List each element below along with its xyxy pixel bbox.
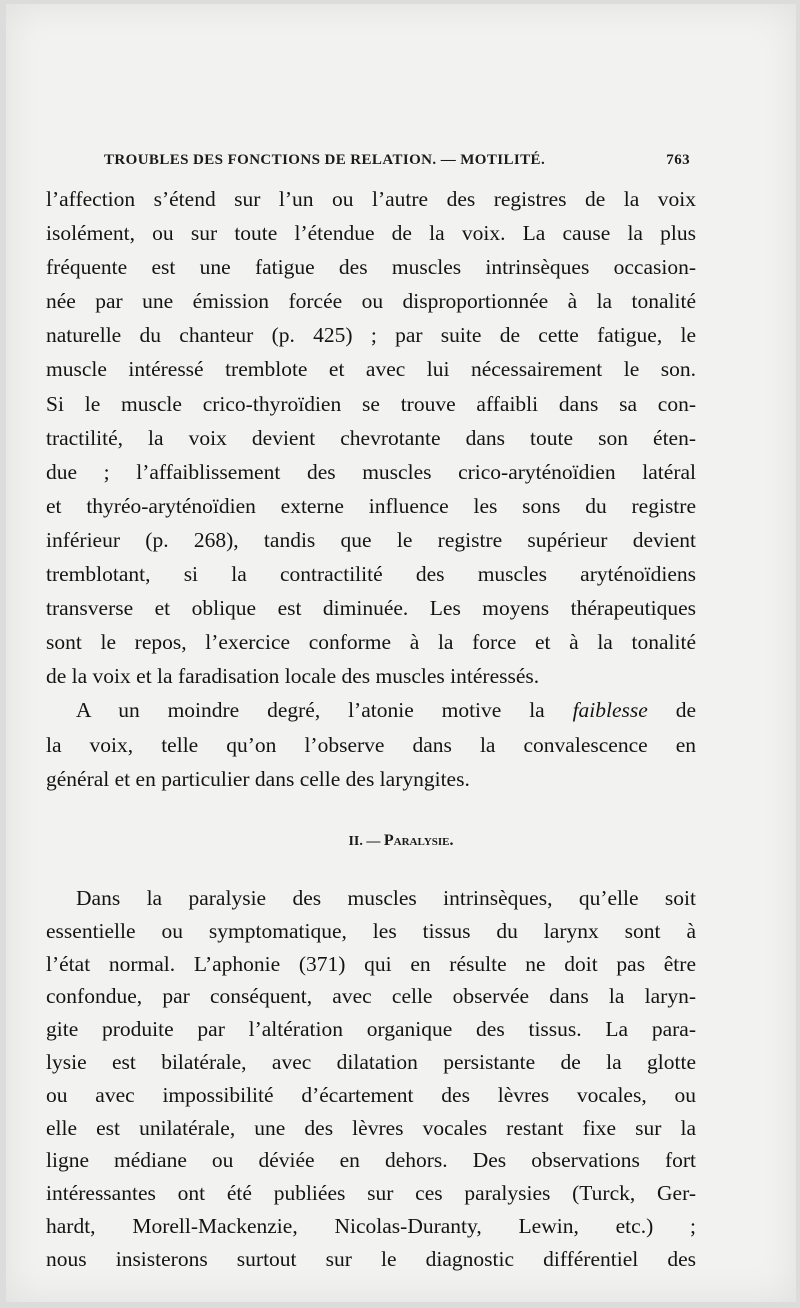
text-line: hardt, Morell-Mackenzie, Nicolas-Duranty, Lewin, etc.) ; — [46, 1213, 696, 1238]
text-line: sont le repos, l’exercice conforme à la force et à la tonalité — [46, 630, 696, 655]
text-line: muscle intéressé tremblote et avec lui nécessairement le son. — [46, 357, 696, 382]
faiblesse-line-start: A un moindre degré, l’atonie motive la — [76, 698, 573, 723]
section-heading — [6, 832, 796, 850]
text-line: Dans la paralysie des muscles intrinsèques, qu’elle soit — [76, 886, 696, 910]
text-line: naturelle du chanteur (p. 425) ; par suite de cette fatigue, le — [46, 323, 696, 348]
page-number: 763 — [666, 152, 690, 168]
text-line: et thyréo-aryténoïdien externe influence les sons du registre — [46, 493, 696, 518]
text-line: nous insisterons surtout sur le diagnostic différentiel des — [46, 1246, 696, 1271]
text-line: essentielle ou symptomatique, les tissus du larynx sont à — [46, 918, 696, 943]
faiblesse-line-end: de — [647, 698, 696, 723]
section-name: Paralysie. — [383, 832, 454, 849]
text-line: transverse et oblique est diminuée. Les moyens thérapeutiques — [46, 596, 696, 621]
text-line: isolément, ou sur toute l’étendue de la voix. La cause la plus — [46, 221, 696, 246]
faiblesse-line — [46, 693, 696, 727]
section-numeral: II. — — [348, 834, 381, 849]
text-line: confondue, par conséquent, avec celle observée dans la laryn- — [46, 984, 696, 1009]
text-line: Si le muscle crico-thyroïdien se trouve affaibli dans sa con- — [46, 391, 696, 416]
text-line: ligne médiane ou déviée en dehors. Des observations fort — [46, 1148, 696, 1173]
text-line: tremblotant, si la contractilité des muscles aryténoïdiens — [46, 562, 696, 587]
text-line: née par une émission forcée ou disproportionnée à la tonalité — [46, 289, 696, 314]
text-line: de la voix et la faradisation locale des muscles intéressés. — [46, 664, 540, 689]
running-header — [50, 152, 690, 176]
text-line: elle est unilatérale, une des lèvres vocales restant fixe sur la — [46, 1115, 696, 1140]
text-line: due ; l’affaiblissement des muscles crico-aryténoïdien latéral — [46, 459, 696, 484]
text-line: la voix, telle qu’on l’observe dans la convalescence en — [46, 732, 696, 757]
book-page — [6, 4, 796, 1302]
text-line: général et en particulier dans celle des laryngites. — [46, 766, 470, 791]
text-line: l’affection s’étend sur l’un ou l’autre des registres de la voix — [46, 187, 696, 211]
text-line: fréquente est une fatigue des muscles intrinsèques occasion- — [46, 255, 696, 280]
text-line: inférieur (p. 268), tandis que le registre supérieur devient — [46, 527, 696, 552]
faiblesse-italic: faiblesse — [572, 698, 648, 723]
text-line: lysie est bilatérale, avec dilatation persistante de la glotte — [46, 1049, 696, 1074]
text-line: gite produite par l’altération organique des tissus. La para- — [46, 1017, 696, 1042]
running-title: TROUBLES DES FONCTIONS DE RELATION. — MOTILITÉ. — [104, 152, 546, 168]
body-text-bottom — [46, 882, 696, 1276]
body-text-top — [46, 182, 696, 796]
text-line: tractilité, la voix devient chevrotante dans toute son éten- — [46, 425, 696, 450]
text-line: ou avec impossibilité d’écartement des lèvres vocales, ou — [46, 1082, 696, 1107]
text-line: l’état normal. L’aphonie (371) qui en résulte ne doit pas être — [46, 951, 696, 976]
text-line: intéressantes ont été publiées sur ces paralysies (Turck, Ger- — [46, 1181, 696, 1206]
